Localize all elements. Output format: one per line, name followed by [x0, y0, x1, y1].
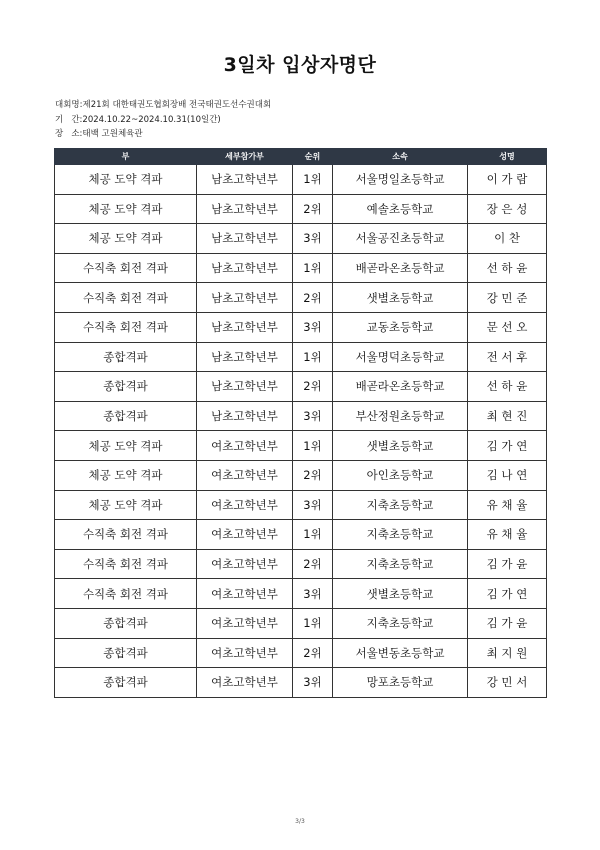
- affiliation-cell: 망포초등학교: [333, 668, 468, 698]
- affiliation-cell: 배곧라온초등학교: [333, 372, 468, 402]
- division-cell: 수직축 회전 격파: [55, 312, 197, 342]
- division-cell: 수직축 회전 격파: [55, 283, 197, 313]
- table-row: [55, 342, 547, 372]
- place-cell: 2위: [293, 372, 333, 402]
- affiliation-cell: 지축초등학교: [333, 520, 468, 550]
- division-cell: 체공 도약 격파: [55, 490, 197, 520]
- name-cell: 최 지 원: [468, 638, 547, 668]
- division-cell: 종합격파: [55, 608, 197, 638]
- place-cell: 1위: [293, 165, 333, 195]
- header-place: 순위: [293, 149, 333, 165]
- table-row: [55, 194, 547, 224]
- name-cell: 장 은 성: [468, 194, 547, 224]
- place-cell: 3위: [293, 668, 333, 698]
- division-cell: 체공 도약 격파: [55, 224, 197, 254]
- group-cell: 여초고학년부: [197, 431, 293, 461]
- table-row: [55, 460, 547, 490]
- group-cell: 여초고학년부: [197, 638, 293, 668]
- group-cell: 여초고학년부: [197, 460, 293, 490]
- name-cell: 선 하 윤: [468, 253, 547, 283]
- affiliation-cell: 배곧라온초등학교: [333, 253, 468, 283]
- place-cell: 2위: [293, 460, 333, 490]
- header-group: 세부참가부: [197, 149, 293, 165]
- affiliation-cell: 서울공진초등학교: [333, 224, 468, 254]
- name-cell: 유 채 율: [468, 520, 547, 550]
- group-cell: 여초고학년부: [197, 608, 293, 638]
- name-cell: 유 채 율: [468, 490, 547, 520]
- affiliation-cell: 아인초등학교: [333, 460, 468, 490]
- group-cell: 남초고학년부: [197, 194, 293, 224]
- table-row: [55, 431, 547, 461]
- page-number: 3/3: [295, 818, 305, 825]
- place-cell: 2위: [293, 549, 333, 579]
- meta-venue-value: 태백 고원체육관: [82, 129, 143, 139]
- place-cell: 3위: [293, 401, 333, 431]
- division-cell: 수직축 회전 격파: [55, 520, 197, 550]
- table-row: [55, 579, 547, 609]
- affiliation-cell: 지축초등학교: [333, 549, 468, 579]
- name-cell: 이 찬: [468, 224, 547, 254]
- affiliation-cell: 샛별초등학교: [333, 283, 468, 313]
- results-table: [54, 148, 547, 698]
- name-cell: 김 가 연: [468, 431, 547, 461]
- table-row: [55, 253, 547, 283]
- place-cell: 3위: [293, 579, 333, 609]
- name-cell: 이 가 람: [468, 165, 547, 195]
- group-cell: 남초고학년부: [197, 165, 293, 195]
- place-cell: 2위: [293, 638, 333, 668]
- table-row: [55, 520, 547, 550]
- table-row: [55, 312, 547, 342]
- page-title: 3일차 입상자명단: [223, 54, 377, 76]
- meta-period: 기 간:2024.10.22~2024.10.31(10일간): [55, 115, 221, 125]
- name-cell: 김 가 연: [468, 579, 547, 609]
- header-division: 부: [55, 149, 197, 165]
- meta-competition-value: 제21회 대한태권도협회장배 전국태권도선수권대회: [82, 100, 272, 110]
- affiliation-cell: 샛별초등학교: [333, 579, 468, 609]
- place-cell: 3위: [293, 312, 333, 342]
- table-row: [55, 283, 547, 313]
- group-cell: 여초고학년부: [197, 490, 293, 520]
- name-cell: 선 하 윤: [468, 372, 547, 402]
- meta-competition-key: 대회명: [55, 100, 80, 110]
- division-cell: 종합격파: [55, 638, 197, 668]
- group-cell: 여초고학년부: [197, 520, 293, 550]
- place-cell: 2위: [293, 194, 333, 224]
- division-cell: 체공 도약 격파: [55, 431, 197, 461]
- meta-venue-key: 장 소: [55, 129, 80, 139]
- meta-period-value: 2024.10.22~2024.10.31(10일간): [82, 115, 221, 125]
- table-row: [55, 668, 547, 698]
- division-cell: 종합격파: [55, 372, 197, 402]
- group-cell: 남초고학년부: [197, 224, 293, 254]
- group-cell: 남초고학년부: [197, 372, 293, 402]
- affiliation-cell: 예솔초등학교: [333, 194, 468, 224]
- group-cell: 여초고학년부: [197, 579, 293, 609]
- division-cell: 종합격파: [55, 668, 197, 698]
- division-cell: 종합격파: [55, 401, 197, 431]
- division-cell: 수직축 회전 격파: [55, 579, 197, 609]
- place-cell: 3위: [293, 490, 333, 520]
- division-cell: 체공 도약 격파: [55, 460, 197, 490]
- place-cell: 1위: [293, 431, 333, 461]
- affiliation-cell: 지축초등학교: [333, 490, 468, 520]
- table-header-row: [55, 149, 547, 165]
- table-row: [55, 372, 547, 402]
- division-cell: 종합격파: [55, 342, 197, 372]
- table-row: [55, 549, 547, 579]
- affiliation-cell: 부산정원초등학교: [333, 401, 468, 431]
- table-row: [55, 224, 547, 254]
- meta-competition: 대회명:제21회 대한태권도협회장배 전국태권도선수권대회: [55, 100, 272, 110]
- group-cell: 여초고학년부: [197, 549, 293, 579]
- affiliation-cell: 샛별초등학교: [333, 431, 468, 461]
- name-cell: 문 선 오: [468, 312, 547, 342]
- division-cell: 수직축 회전 격파: [55, 253, 197, 283]
- place-cell: 1위: [293, 520, 333, 550]
- meta-venue: 장 소:태백 고원체육관: [55, 129, 143, 139]
- name-cell: 강 민 준: [468, 283, 547, 313]
- meta-period-key: 기 간: [55, 115, 80, 125]
- name-cell: 전 서 후: [468, 342, 547, 372]
- division-cell: 체공 도약 격파: [55, 194, 197, 224]
- table-row: [55, 608, 547, 638]
- affiliation-cell: 서울명덕초등학교: [333, 342, 468, 372]
- table-row: [55, 490, 547, 520]
- place-cell: 1위: [293, 342, 333, 372]
- affiliation-cell: 교동초등학교: [333, 312, 468, 342]
- place-cell: 1위: [293, 608, 333, 638]
- name-cell: 김 가 윤: [468, 549, 547, 579]
- group-cell: 남초고학년부: [197, 342, 293, 372]
- affiliation-cell: 서울명일초등학교: [333, 165, 468, 195]
- name-cell: 김 나 연: [468, 460, 547, 490]
- group-cell: 남초고학년부: [197, 312, 293, 342]
- group-cell: 남초고학년부: [197, 401, 293, 431]
- group-cell: 남초고학년부: [197, 283, 293, 313]
- place-cell: 3위: [293, 224, 333, 254]
- place-cell: 2위: [293, 283, 333, 313]
- table-row: [55, 165, 547, 195]
- group-cell: 여초고학년부: [197, 668, 293, 698]
- division-cell: 수직축 회전 격파: [55, 549, 197, 579]
- header-name: 성명: [468, 149, 547, 165]
- table-row: [55, 638, 547, 668]
- group-cell: 남초고학년부: [197, 253, 293, 283]
- name-cell: 최 현 진: [468, 401, 547, 431]
- place-cell: 1위: [293, 253, 333, 283]
- name-cell: 강 민 서: [468, 668, 547, 698]
- division-cell: 체공 도약 격파: [55, 165, 197, 195]
- header-affiliation: 소속: [333, 149, 468, 165]
- table-row: [55, 401, 547, 431]
- affiliation-cell: 서울변동초등학교: [333, 638, 468, 668]
- name-cell: 김 가 윤: [468, 608, 547, 638]
- affiliation-cell: 지축초등학교: [333, 608, 468, 638]
